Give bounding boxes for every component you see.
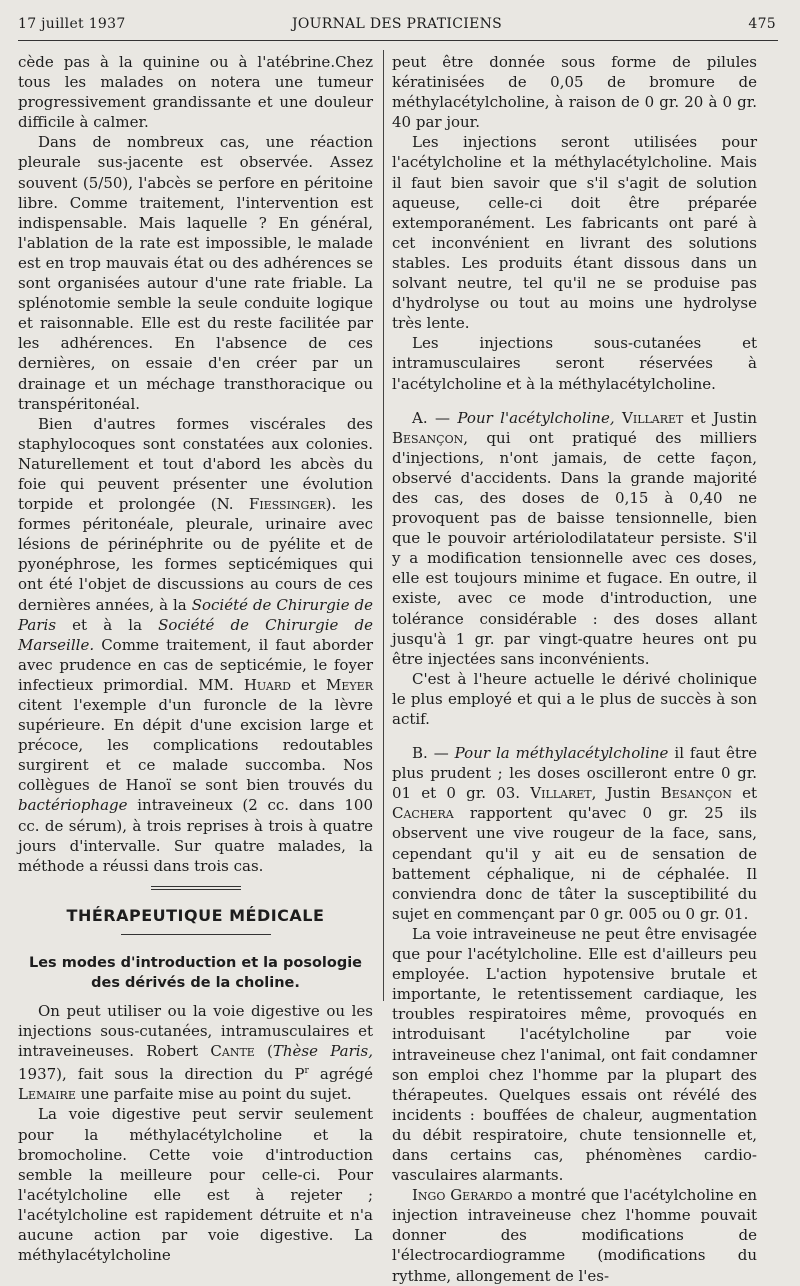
section-separator — [151, 886, 241, 890]
left-column — [18, 52, 373, 1265]
author-name: Meyer — [326, 675, 373, 694]
paragraph: Les injections seront utilisées pour l'acétylcholine et la méthylacétylcholine. Mais il faut bien savoir que s'il s'agit de solution aqueuse, celle-ci doit être préparée extemporanément. Les fabricants ont paré à cet inconvénient en livrant des solutions stables. Les produits étant dissous dans un solvant neutre, tel qu'il ne se produise pas d'hydrolyse ou tout au moins une hydrolyse très lente. — [392, 133, 757, 333]
author-name: Huard — [243, 675, 291, 694]
author-name: Cante — [210, 1042, 255, 1061]
author-name: Fiessinger — [248, 495, 326, 514]
paragraph: Bien d'autres formes viscérales des staphylocoques sont constatées aux colonies. Naturellement et tout d'abord les abcès du foie qui peuvent présenter une évolution torpide et prolongée (N. Fiessinger). les formes péritonéale, pleurale, urinaire avec lésions de périnéphrite ou de pyélite et de pyonéphrose, les formes septicémiques qui ont été l'objet de discussions au cours de ces dernières années, à la Société de Chirurgie de Paris et à la Société de Chirurgie de Marseille. Comme traitement, il faut aborder avec prudence en cas de septicémie, le foyer infectieux primordial. MM. Huard et Meyer citent l'exemple d'un furoncle de la lèvre supérieure. En dépit d'une excision large et précoce, les complications redoutables surgirent et ce malade succomba. Nos collègues de Hanoï se sont bien trouvés du bactériophage intraveineux (2 cc. dans 100 cc. de sérum), à trois reprises à trois à quatre jours d'intervalle. Sur quatre malades, la méthode a réussi dans trois cas. — [18, 414, 374, 875]
paragraph-b: B. — Pour la méthylacétylcholine il faut être plus prudent ; les doses oscilleront entre 0 gr. 01 et 0 gr. 03. Villaret, Justin Besançon et Cachera rapportent qu'avec 0 gr. 25 ils observent une vive rougeur de la face, sans, cependant qu'il y ait eu de sensation de battement céphalique, ni de céphalée. Il conviendra donc de tâter la susceptibilité du sujet en commençant par 0 gr. 005 ou 0 gr. 01. — [392, 744, 757, 923]
journal-title: JOURNAL DES PRATICIENS — [291, 16, 503, 32]
right-column — [392, 52, 757, 1286]
header-rule — [18, 40, 778, 41]
paragraph: cède pas à la quinine ou à l'atébrine.Chez tous les malades on notera une tumeur progressivement grandissante et une douleur difficile à calmer. — [18, 53, 373, 132]
paragraph: La voie digestive peut servir seulement pour la méthylacétylcholine et la bromocholine. Cette voie d'introduction semble la meilleure pour celle-ci. Pour l'acétylcholine elle est à rejeter ; l'acétylcholine est rapidement détruite et n'a aucune action par voie digestive. La méthylacétylcholine — [18, 1105, 373, 1265]
running-header — [18, 16, 776, 38]
paragraph: Ingo Gerardo a montré que l'acétylcholine en injection intraveineuse chez l'homme pouvait donner des modifications de l'électrocardiogramme (modifications du rythme, allongement de l'es- — [392, 1186, 757, 1285]
issue-date: 17 juillet 1937 — [18, 16, 126, 32]
section-underline — [121, 934, 271, 935]
author-name: Cachera — [392, 804, 454, 823]
section-heading: THÉRAPEUTIQUE MÉDICALE — [66, 905, 325, 925]
author-name: Besançon — [392, 428, 464, 447]
author-name: Villaret — [530, 784, 592, 803]
paragraph: peut être donnée sous forme de pilules kératinisées de 0,05 de bromure de méthylacétylcholine, à raison de 0 gr. 20 à 0 gr. 40 par jour. — [392, 53, 757, 132]
paragraph: Les injections sous-cutanées et intramusculaires seront réservées à l'acétylcholine et à la méthylacétylcholine. — [392, 334, 757, 393]
article-title: Les modes d'introduction et la posologie des dérivés de la choline. — [28, 954, 363, 991]
paragraph: Dans de nombreux cas, une réaction pleurale sus-jacente est observée. Assez souvent (5/50), l'abcès se perfore en péritoine libre. Comme traitement, l'intervention est indispensable. Mais laquelle ? En général, l'ablation de la rate est impossible, le malade est en trop mauvais état ou des adhérences se sont organisées autour d'une rate friable. La splénotomie semble la seule conduite logique et raisonnable. Elle est du reste facilitée par les adhérences. En l'absence de ces dernières, on essaie d'en créer par un drainage et un méchage transthoracique ou transpéritonéal. — [18, 133, 373, 413]
author-name: Ingo Gerardo — [412, 1186, 513, 1205]
paragraph: La voie intraveineuse ne peut être envisagée que pour l'acétylcholine. Elle est d'ailleurs peu employée. L'action hypotensive brutale et importante, le retentissement cardiaque, les troubles respiratoires même, provoqués en introduisant l'acétylcholine par voie intraveineuse chez l'animal, ont fait condamner son emploi chez l'homme par la plupart des thérapeutes. Quelques essais ont révélé des incidents : bouffées de chaleur, augmentation du débit respiratoire, chute tensionnelle et, dans certains cas, phénomènes cardio-vasculaires alarmants. — [392, 924, 757, 1185]
author-name: Lemaire — [18, 1085, 76, 1104]
page-number: 475 — [748, 16, 776, 32]
paragraph: On peut utiliser ou la voie digestive ou les injections sous-cutanées, intramusculaires et intraveineuses. Robert Cante (Thèse Paris, 1937), fait sous la direction du $P^r$ agrégé Lemaire une parfaite mise au point du sujet. — [18, 1001, 374, 1104]
paragraph-a: A. — Pour l'acétylcholine, Villaret et Justin Besançon, qui ont pratiqué des milliers d'injections, n'ont jamais, de cette façon, observé d'accidents. Dans la grande majorité des cas, des doses de 0,15 à 0,40 ne provoquent pas de baisse tensionnelle, bien que le pouvoir artériolodilatateur persiste. S'il y a modification tensionnelle avec ces doses, elle est toujours minime et fugace. En outre, il existe, avec ce mode d'introduction, une tolérance considérable : des doses allant jusqu'à 1 gr. par vingt-quatre heures ont pu être injectées sans inconvénients. — [392, 408, 757, 668]
paragraph: C'est à l'heure actuelle le dérivé cholinique le plus employé et qui a le plus de succès à son actif. — [392, 669, 757, 728]
column-divider — [383, 50, 384, 1001]
author-name: Besançon — [660, 784, 732, 803]
author-name: Villaret — [622, 408, 684, 427]
